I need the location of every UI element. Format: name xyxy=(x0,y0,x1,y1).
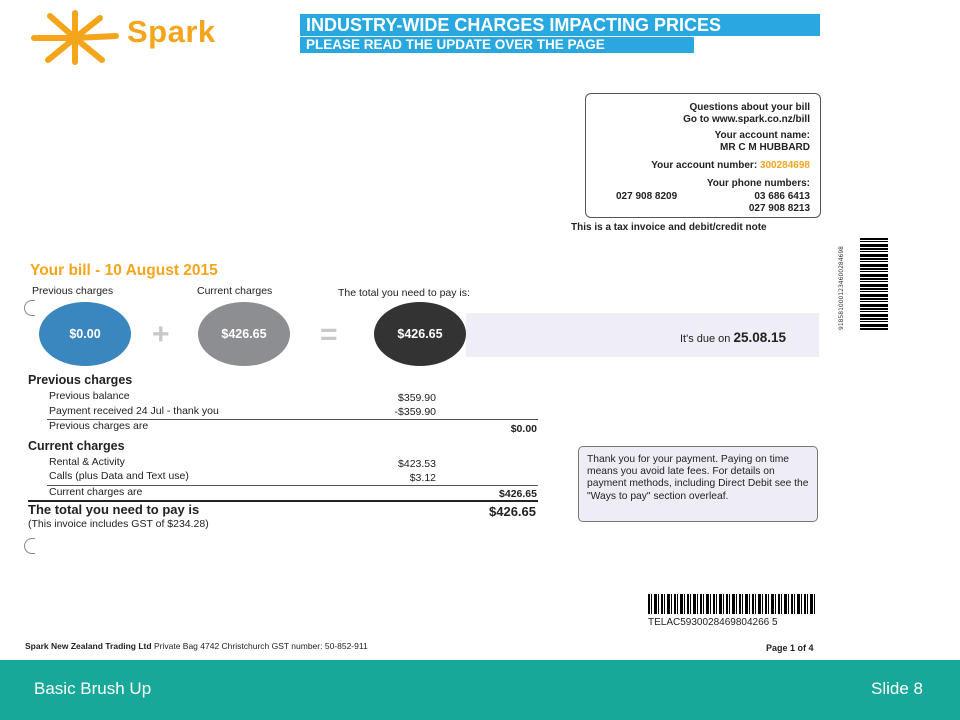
vertical-barcode xyxy=(860,238,888,330)
phone-number-3: 027 908 8213 xyxy=(748,203,810,214)
phone-number-1: 027 908 8209 xyxy=(616,191,678,202)
scan-bracket-top xyxy=(24,300,35,316)
gst-note: (This invoice includes GST of $234.28) xyxy=(28,518,209,530)
total-label: The total you need to pay is xyxy=(28,502,200,517)
current-subtotal-label: Current charges are xyxy=(49,486,143,498)
account-info-box xyxy=(585,93,821,218)
account-number: 300284698 xyxy=(759,160,810,171)
account-number-row xyxy=(651,160,810,171)
payment-barcode xyxy=(648,594,816,614)
total-due-circle: $426.65 xyxy=(374,302,466,366)
previous-caption: Previous charges xyxy=(32,285,114,297)
company-line xyxy=(25,641,368,651)
current-charges-circle: $426.65 xyxy=(198,302,290,366)
questions-text: Questions about your bill xyxy=(689,102,810,113)
banner-subline: PLEASE READ THE UPDATE OVER THE PAGE xyxy=(300,37,694,53)
due-label: It's due on xyxy=(680,333,731,345)
charge-amount: $3.12 xyxy=(409,472,436,484)
account-name: MR C M HUBBARD xyxy=(720,142,810,153)
thank-you-text: Thank you for your payment. Paying on time means you avoid late fees. For details on payment methods, including Direct Debit see the "Ways to pay" section overleaf. xyxy=(587,454,809,502)
banner-headline: INDUSTRY-WIDE CHARGES IMPACTING PRICES xyxy=(300,14,820,36)
charge-label: Previous balance xyxy=(49,390,130,402)
charge-amount: -$359.90 xyxy=(394,406,436,418)
current-caption: Current charges xyxy=(197,285,273,297)
vertical-barcode-number: 9185810001234600284698 xyxy=(838,246,845,330)
bill-url-text[interactable]: Go to www.spark.co.nz/bill xyxy=(683,114,810,125)
current-charges-heading: Current charges xyxy=(28,439,125,453)
slide-footer-title: Basic Brush Up xyxy=(34,679,152,698)
account-number-label: Your account number: xyxy=(651,160,758,171)
spark-star-logo-icon xyxy=(30,10,120,65)
previous-subtotal: $0.00 xyxy=(510,423,537,435)
total-caption: The total you need to pay is: xyxy=(338,287,470,299)
payment-barcode-number: TELAC5930028469804266 5 xyxy=(648,617,778,628)
charge-label: Rental & Activity xyxy=(49,456,125,468)
logo-wordmark: Spark xyxy=(127,14,216,49)
total-amount: $426.65 xyxy=(489,504,536,519)
phone-number-2: 03 686 6413 xyxy=(754,191,810,202)
charge-amount: $359.90 xyxy=(398,392,436,404)
previous-charges-heading: Previous charges xyxy=(28,373,133,387)
equals-sign: = xyxy=(320,318,338,351)
charge-label: Calls (plus Data and Text use) xyxy=(49,470,189,482)
previous-subtotal-label: Previous charges are xyxy=(49,420,149,432)
slide-number: Slide 8 xyxy=(871,679,923,698)
company-name: Spark New Zealand Trading Ltd xyxy=(25,641,152,651)
scan-bracket-bottom xyxy=(24,538,35,554)
due-date: 25.08.15 xyxy=(733,330,787,345)
current-subtotal: $426.65 xyxy=(499,488,537,500)
company-address: Private Bag 4742 Christchurch GST number: 50-852-911 xyxy=(153,641,368,651)
charge-label: Payment received 24 Jul - thank you xyxy=(49,405,219,417)
tax-invoice-note: This is a tax invoice and debit/credit note xyxy=(571,222,767,233)
account-name-label: Your account name: xyxy=(714,130,810,141)
due-date-text xyxy=(680,330,786,345)
previous-charges-circle: $0.00 xyxy=(39,302,131,366)
charge-amount: $423.53 xyxy=(398,458,436,470)
divider xyxy=(47,419,538,420)
bill-title: Your bill - 10 August 2015 xyxy=(30,262,218,279)
page-number: Page 1 of 4 xyxy=(766,643,814,653)
phone-numbers-label: Your phone numbers: xyxy=(706,178,810,189)
plus-sign: + xyxy=(152,318,170,351)
